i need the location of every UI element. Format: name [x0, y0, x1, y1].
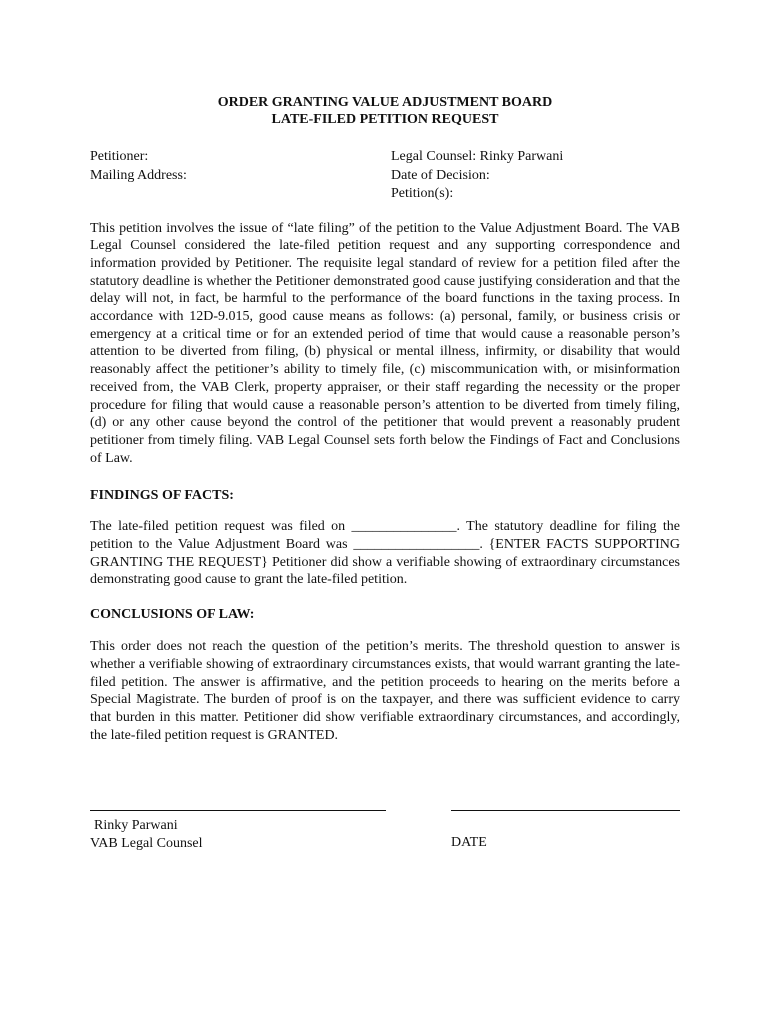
meta-left-column [90, 148, 391, 204]
petition-meta [90, 148, 680, 204]
counsel-signature [90, 810, 386, 852]
intro-paragraph: This petition involves the issue of “late filing” of the petition to the Value Adjustment Board. The VAB Legal Counsel considered the late-filed petition request and any supporting correspondence and information provided by Petitioner. The requisite legal standard of review for a petition filed after the statutory deadline is whether the Petitioner demonstrated good cause justifying consideration and that the delay will not, in fact, be harmful to the performance of the board functions in the taxing process. In accordance with 12D-9.015, good cause means as follows: (a) personal, family, or business crisis or emergency at a critical time or for an extended period of time that would cause a reasonable person’s attention to be diverted from filing, (b) physical or mental illness, infirmity, or disability that would reasonably affect the petitioner’s ability to timely file, (c) miscommunication with, or misinformation received from, the VAB Clerk, property appraiser, or their staff regarding the necessity or the proper procedure for filing that would cause a reasonable person’s attention to be diverted from timely filing, (d) or any other cause beyond the control of the petitioner that would prevent a reasonably prudent petitioner from timely filing. VAB Legal Counsel sets forth below the Findings of Fact and Conclusions of Law. [90, 220, 680, 466]
date-of-decision-label: Date of Decision: [391, 167, 490, 183]
date-line [451, 810, 680, 811]
conclusions-heading: CONCLUSIONS OF LAW: [90, 607, 255, 623]
title-line-2: LATE-FILED PETITION REQUEST [271, 112, 499, 127]
petitions-label: Petition(s): [391, 186, 454, 201]
signature-line [90, 810, 386, 811]
mailing-address-label: Mailing Address: [90, 167, 187, 183]
date-label: DATE [451, 835, 487, 850]
signer-name: Rinky Parwani [94, 818, 178, 833]
legal-counsel-line: Legal Counsel: Rinky Parwani [391, 149, 564, 164]
meta-right-column [391, 148, 680, 204]
petitioner-label: Petitioner: [90, 149, 149, 164]
date-signature [451, 810, 680, 852]
findings-heading: FINDINGS OF FACTS: [90, 488, 234, 504]
title-line-1: ORDER GRANTING VALUE ADJUSTMENT BOARD [217, 95, 553, 110]
signature-block [90, 810, 680, 870]
findings-paragraph: The late-filed petition request was filed on _______________. The statutory deadline for filing the petition to the Value Adjustment Board was __________________. {ENTER FACTS SUPPORTING GRANTING THE REQUEST} Petitioner did show a verifiable showing of extraordinary circumstances demonstrating good cause to grant the late-filed petition. [90, 519, 680, 588]
conclusions-paragraph: This order does not reach the question of the petition’s merits. The threshold question to answer is whether a verifiable showing of extraordinary circumstances exists, that would warrant granting the late-filed petition. The answer is affirmative, and the petition proceeds to hearing on the merits before a Special Magistrate. The burden of proof is on the taxpayer, and there was sufficient evidence to carry that burden in this matter. Petitioner did show verifiable extraordinary circumstances, and accordingly, the late-filed petition request is GRANTED. [90, 639, 680, 743]
signer-role: VAB Legal Counsel [90, 835, 203, 851]
document-body [90, 94, 680, 744]
document-title [90, 94, 680, 128]
